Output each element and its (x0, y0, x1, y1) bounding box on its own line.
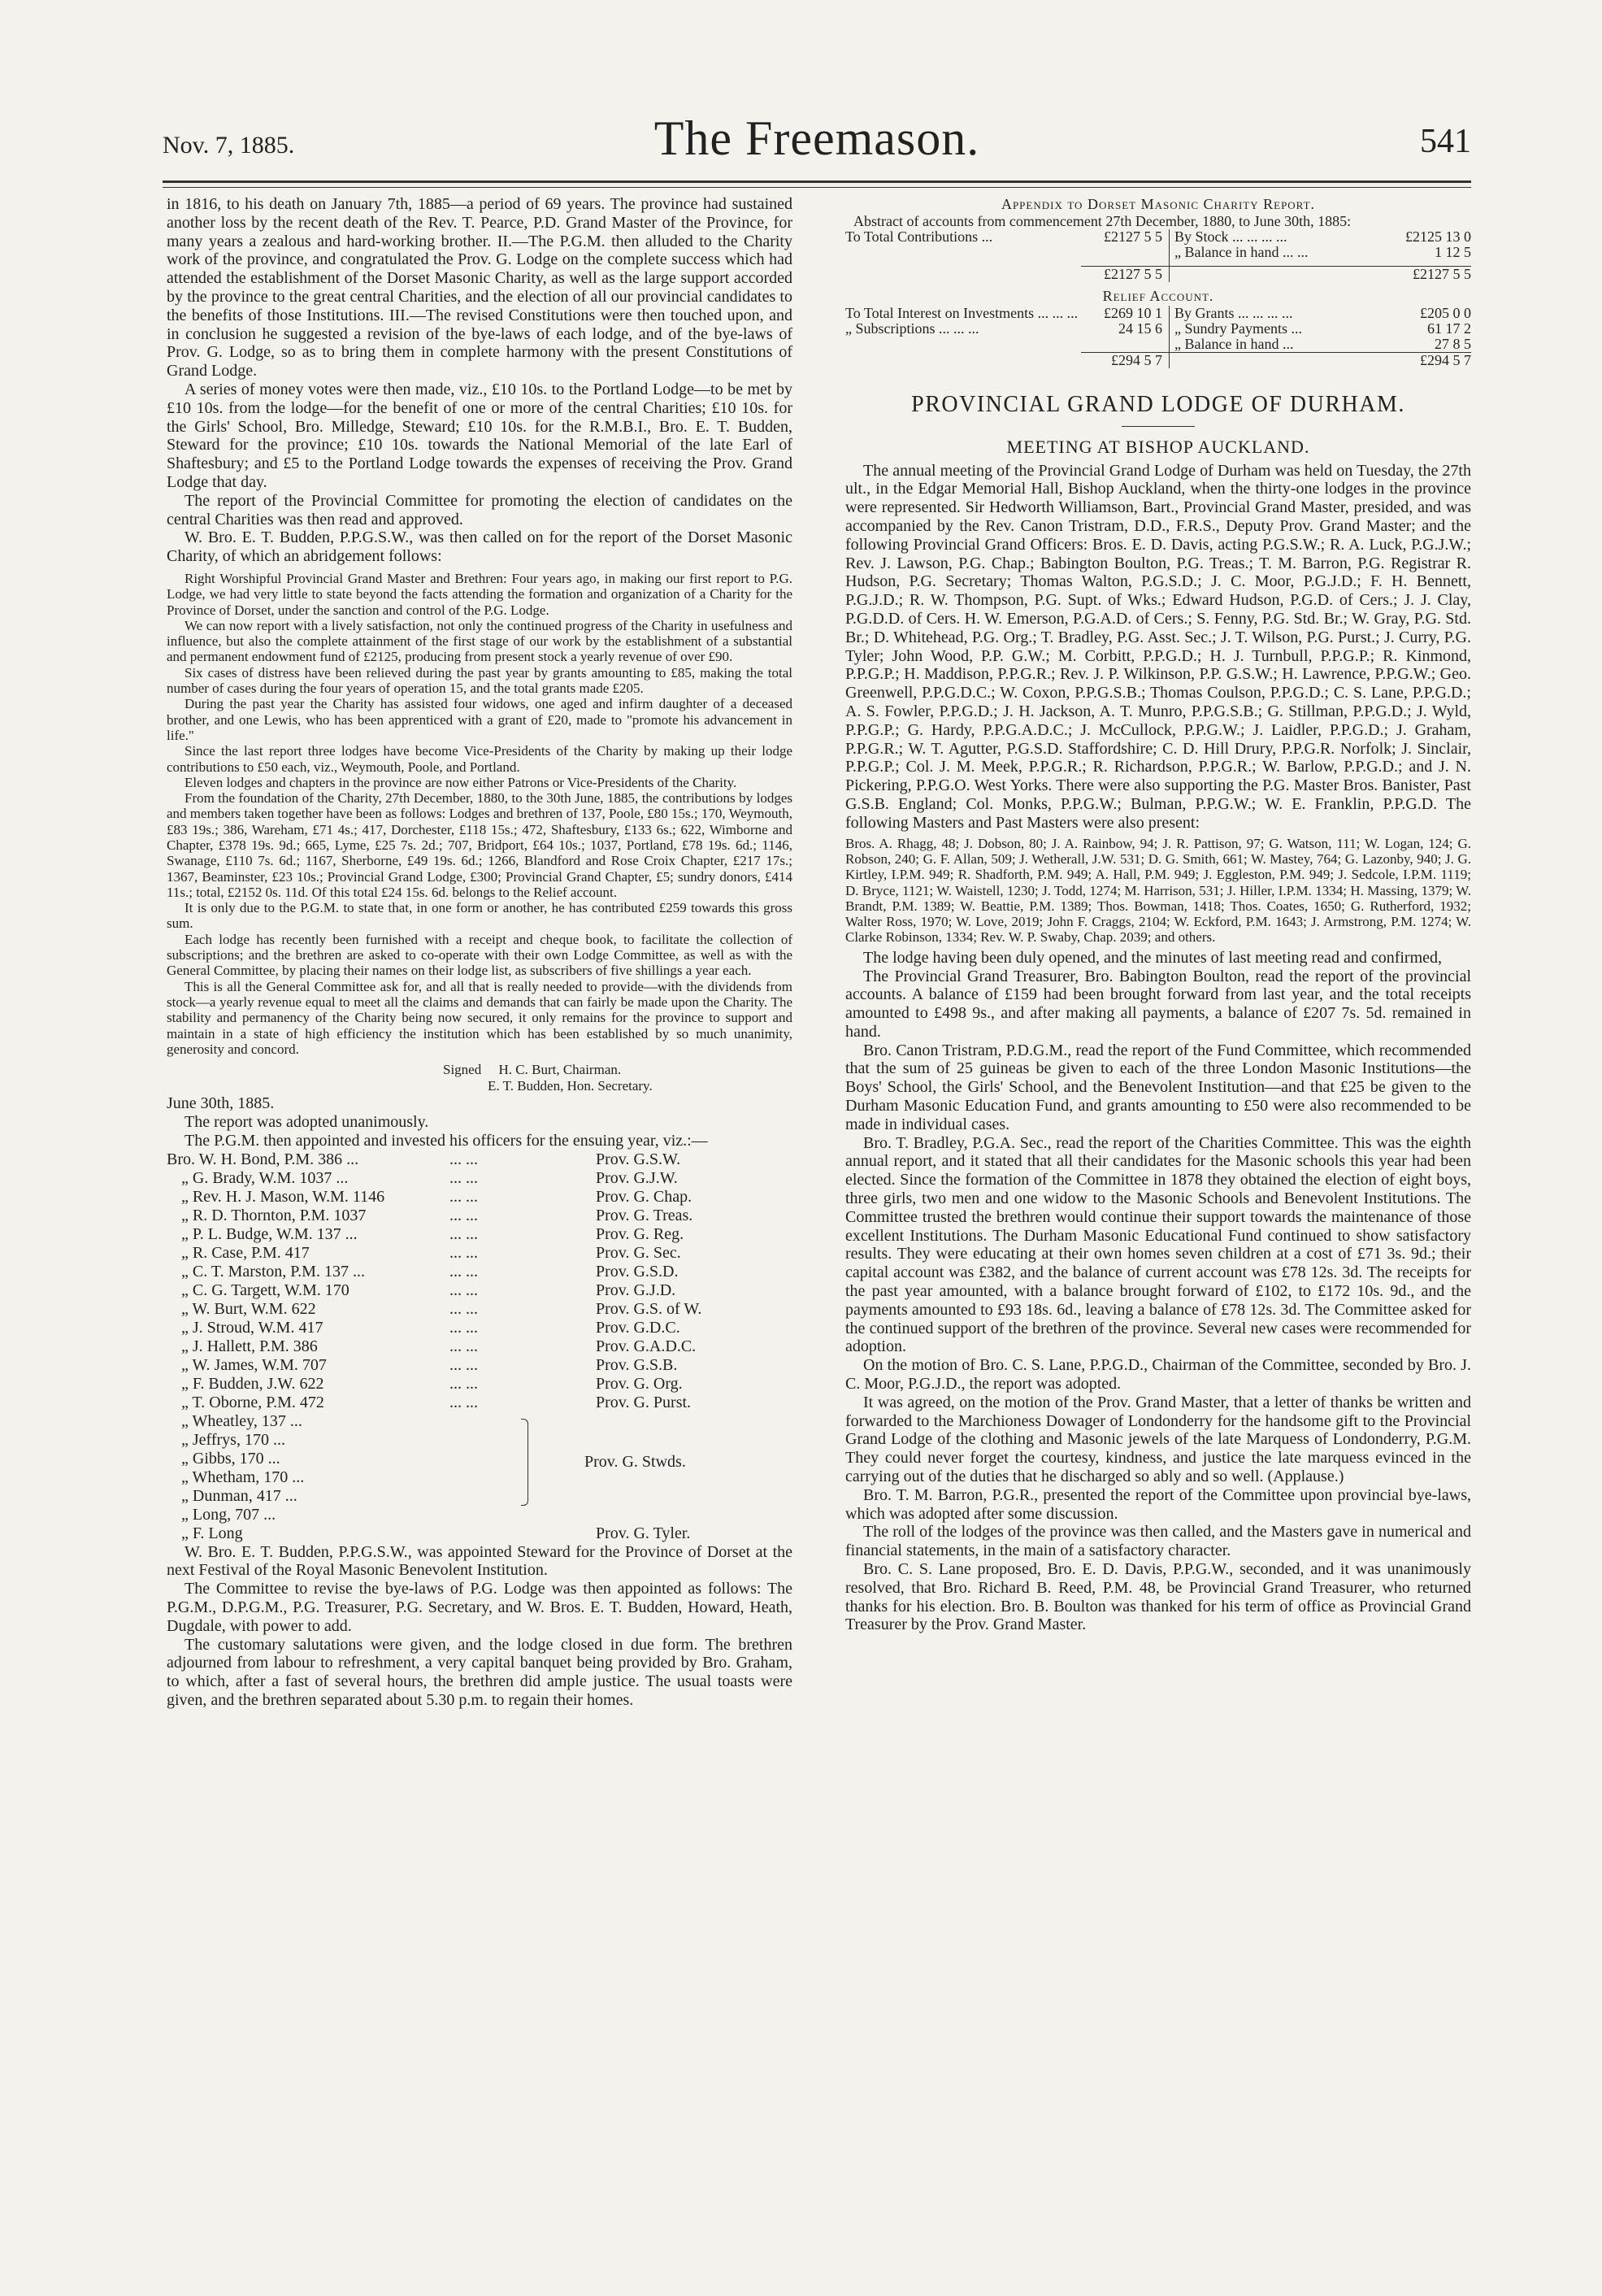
table-row: „ Subscriptions ... ... ... 24 15 6 „ Sundry Payments ... 61 17 2 (845, 320, 1471, 337)
heading-rule (1122, 426, 1195, 427)
paragraph: The P.G.M. then appointed and invested his officers for the ensuing year, viz.:— (185, 1131, 708, 1150)
paragraph: A series of money votes were then made, viz., £10 10s. to the Portland Lodge—to be met by £10 10s. from the lodge—for the benefit of one or more of the central Charities; £10 10s. for the Girls' School, Bro. Milledge, Steward; £10 10s. for the R.M.B.I., Bro. E. T. Budden, Steward for the province; £10 10s. towards the National Memorial of the late Earl of Shaftesbury; and £5 to the Portland Lodge towards the expenses of receiving the Prov. Grand Lodge that day. (167, 380, 792, 491)
table-row: „ W. James, W.M. 707 ... ... Prov. G.S.B. (181, 1355, 678, 1374)
signatory-secretary: E. T. Budden, Hon. Secretary. (488, 1078, 653, 1094)
report-paragraph: We can now report with a lively satisfaction, not only the continued progress of the Charity in usefulness and influence, but also the complete attainment of the first stage of our work by the establishment of a substantial and permanent endowment fund of £2125, producing from present stock a yearly revenue of over £90. (167, 617, 792, 665)
table-row: „ G. Brady, W.M. 1037 ... ... ... Prov. G.J.W. (181, 1168, 678, 1187)
table-row: „ T. Oborne, P.M. 472 ... ... Prov. G. Purst. (181, 1393, 692, 1411)
right-column (845, 195, 1471, 1634)
steward-row: „ Long, 707 ... (181, 1505, 276, 1524)
paragraph: On the motion of Bro. C. S. Lane, P.P.G.D., Chairman of the Committee, seconded by Bro. J. C. Moor, P.G.J.D., the report was adopted. (845, 1356, 1471, 1394)
table-row: „ F. Long Prov. G. Tyler. (181, 1524, 691, 1542)
table-row: „ Rev. H. J. Mason, W.M. 1146 ... ... Prov. G. Chap. (181, 1187, 692, 1206)
table-row: „ C. T. Marston, P.M. 137 ... ... ... Prov. G.S.D. (181, 1262, 679, 1281)
table-row: „ C. G. Targett, W.M. 170 ... ... Prov. G.J.D. (181, 1281, 676, 1299)
report-paragraph: Each lodge has recently been furnished with a receipt and cheque book, to facilitate the collection of subscriptions; and the brethren are asked to co-operate with their own Lodge Committee, as well as with the General Committee, by placing their names on their lodge list, as subscribers of five shillings a year each. (167, 931, 792, 979)
paragraph: It was agreed, on the motion of the Prov. Grand Master, that a letter of thanks be written and forwarded to the Marchioness Dowager of Londonderry for the handsome gift to the Provincial Grand Lodge of the clothing and Masonic jewels of the late Marquess of Londonderry, P.G.M. They could never forget the courtesy, kindness, and justice the late marquess evinced in the carrying out of the duties that he discharged so ably and so well. (Applause.) (845, 1393, 1471, 1486)
header-rule (163, 180, 1471, 183)
total-row: £2127 5 5 £2127 5 5 (845, 267, 1471, 283)
paragraph: Bro. Canon Tristram, P.D.G.M., read the report of the Fund Committee, which recommended that the sum of 25 guineas be given to each of the three London Masonic Institutions—the Boys' School, the Girls' School, and the Benevolent Institution—and that £25 be given to the Durham Masonic Education Fund, and grants amounting to £50 were also recommended to be made in individual cases. (845, 1041, 1471, 1133)
table-row: „ Balance in hand ... ... 1 12 5 (845, 245, 1471, 260)
table-row: „ J. Hallett, P.M. 386 ... ... Prov. G.A.D.C. (181, 1337, 697, 1355)
signed-label: Signed (443, 1062, 482, 1078)
paragraph: The roll of the lodges of the province was then called, and the Masters gave in numerical and financial statements, in the main of a satisfactory character. (845, 1523, 1471, 1560)
report-paragraph: During the past year the Charity has assisted four widows, one aged and infirm daughter of a deceased brother, and one Lewis, who has been apprenticed with a grant of £20, made to "promote his advancement in life." (167, 696, 792, 743)
masthead-title: The Freemason. (653, 111, 980, 165)
paragraph: Bro. T. M. Barron, P.G.R., presented the report of the Committee upon provincial bye-laws, which was adopted after some discussion. (845, 1485, 1471, 1523)
table-row: „ F. Budden, J.W. 622 ... ... Prov. G. Org. (181, 1374, 683, 1393)
report-paragraph: This is all the General Committee ask for, and all that is really needed to provide—with the dividends from stock—a yearly revenue equal to meet all the claims and demands that can fairly be made upon the Charity. The stability and permanency of the Charity being now secured, it only remains for the province to support and maintain in a state of high efficiency the institution which has been established by so much unanimity, generosity and concord. (167, 978, 792, 1057)
issue-date: Nov. 7, 1885. (163, 132, 295, 159)
paragraph: The annual meeting of the Provincial Grand Lodge of Durham was held on Tuesday, the 27th ult., in the Edgar Memorial Hall, Bishop Auckland, when the thirty-one lodges in the province were represented. Sir Hedworth Williamson, Bart., Provincial Grand Master, presided, and was accompanied by the Rev. Canon Tristram, D.D., F.R.S., Deputy Prov. Grand Master; and the following Provincial Grand Officers: Bros. E. D. Davis, acting P.G.S.W.; R. A. Luck, P.G.J.W.; Rev. J. Lawson, P.G. Chap.; Babington Boulton, P.G. Treas.; T. M. Barron, P.G. Registrar R. Hudson, P.G. Secretary; Thomas Walton, P.G.S.D.; J. C. Moor, P.G.J.D.; F. H. Bennett, P.G.J.D.; R. W. Thompson, P.G. Supt. of Wks.; Edward Hudson, P.G.D. of Cers.; J. J. Clay, P.G.D.D. of Cers. H. W. Emerson, P.G.A.D. of Cers.; S. Fenny, P.G. Std. Br.; W. Gray, P.G. Std. Br.; D. Whitehead, P.G. Org.; T. Bradley, P.G. Asst. Sec.; J. T. Wilson, P.G. Purst.; J. Curry, P.G. Tyler; John Wood, P.P. G.W.; M. Corbitt, P.P.G.D.; H. J. Turnbull, P.P.G.P.; R. Kinmond, P.P.G.P.; H. Maddison, P.P.G.R.; Rev. J. P. Wilkinson, P.P. G.S.W.; H. Lawrence, P.P.G.W.; Geo. Greenwell, P.P.G.D.C.; W. Coxon, P.P.G.S.B.; Thomas Coulson, P.P.G.D.; C. S. Lane, P.P.G.D.; A. S. Fowler, P.P.G.D.; J. H. Jackson, A. T. Munro, P.P.G.S.B.; G. Stillman, P.P.G.D.; J. Wyld, P.P.G.P.; G. Hardy, P.P.G.A.D.C.; J. McCullock, P.P.G.W.; J. Laidler, P.P.G.D.; J. Graham, P.P.G.R.; W. T. Agutter, P.G.S.D. Staffordshire; C. D. Hill Drury, P.P.G.R. Norfolk; J. Sinclair, P.P.G.P.; Col. J. M. Meek, P.P.G.R.; R. Richardson, P.P.G.R.; W. Barlow, P.P.G.D.; and J. N. Pickering, P.P.G.O. West Yorks. There were also supporting the P.G. Master Bros. Banister, Past G.S.B. England; Col. Monks, P.P.G.W.; Bulman, P.P.G.W.; W. E. Franklin, P.P.G.D. The following Masters and Past Masters were also present: (845, 461, 1471, 832)
brace-bracket (521, 1419, 528, 1506)
signatory-chairman: H. C. Burt, Chairman. (498, 1062, 622, 1078)
steward-row: „ Dunman, 417 ... (181, 1486, 297, 1505)
report-paragraph: Right Worshipful Provincial Grand Master and Brethren: Four years ago, in making our first report to P.G. Lodge, we had very little to state beyond the facts attending the formation and organization of a Charity for the Province of Dorset, under the sanction and control of the P.G. Lodge. (167, 570, 792, 618)
paragraph: The Committee to revise the bye-laws of P.G. Lodge was then appointed as follows: The P.G.M., D.P.G.M., P.G. Treasurer, P.G. Secretary, and W. Bros. E. T. Budden, Howard, Heath, Dugdale, with power to add. (167, 1580, 792, 1635)
stewards-group (167, 1412, 792, 1524)
table-row: „ R. Case, P.M. 417 ... ... Prov. G. Sec. (181, 1243, 681, 1262)
paragraph: in 1816, to his death on January 7th, 1885—a period of 69 years. The province had sustained another loss by the recent death of the Rev. T. Pearce, P.D. Grand Master of the Province, for many years a zealous and hard-working brother. II.—The P.G.M. then alluded to the Charity work of the province, and congratulated the Prov. G. Lodge on the complete success which had attended the establishment of the Dorset Masonic Charity, as well as the large support accorded by the province to the great central Charities, and the election of all our provincial candidates to the benefits of those Institutions. III.—The revised Constitutions were then touched upon, and in conclusion he suggested a revision of the bye-laws of each lodge, and of the bye-laws of Prov. G. Lodge, so as to bring them in complete harmony with the present Constitutions of Grand Lodge. (167, 195, 792, 380)
paragraph: W. Bro. E. T. Budden, P.P.G.S.W., was then called on for the report of the Dorset Masonic Charity, of which an abridgement follows: (167, 528, 792, 566)
report-paragraph: It is only due to the P.G.M. to state that, in one form or another, he has contributed £259 towards this gross sum. (167, 900, 792, 932)
page-number: 541 (1420, 123, 1471, 160)
stewards-office: Prov. G. Stwds. (584, 1452, 686, 1471)
table-row: „ Balance in hand ... 27 8 5 (845, 337, 1471, 353)
steward-row: „ Jeffrys, 170 ... (181, 1430, 285, 1449)
charity-report (167, 571, 792, 1057)
relief-account-title: Relief Account. (1102, 288, 1214, 305)
report-paragraph: Eleven lodges and chapters in the province are now either Patrons or Vice-Presidents of the Charity. (185, 774, 737, 790)
paragraph: W. Bro. E. T. Budden, P.P.G.S.W., was appointed Steward for the Province of Dorset at the next Festival of the Royal Masonic Benevolent Institution. (167, 1542, 792, 1580)
officers-table (167, 1150, 792, 1412)
paragraph: The Provincial Grand Treasurer, Bro. Babington Boulton, read the report of the provincial accounts. A balance of £159 had been brought forward from last year, and the total receipts amounted to £498 9s., and after making all payments, a balance of £207 7s. 5d. remained in hand. (845, 967, 1471, 1041)
paragraph: The report of the Provincial Committee for promoting the election of candidates on the central Charities was then read and approved. (167, 491, 792, 528)
brethren-list: Bros. A. Rhagg, 48; J. Dobson, 80; J. A. Rainbow, 94; J. R. Pattison, 97; G. Watson, 111; W. Logan, 124; G. Robson, 240; G. F. Allan, 509; J. Wetherall, J.W. 531; D. G. Smith, 661; W. Mastey, 764; G. Lazonby, 940; J. G. Kirtley, I.P.M. 949; R. Shadforth, P.M. 949; A. Hall, P.M. 949; J. Eggleston, P.M. 949; J. Sedcole, I.P.M. 1119; D. Bryce, 1121; W. Waistell, 1230; J. Todd, 1274; M. Harrison, 531; J. Hiller, I.P.M. 1334; H. Massing, 1379; W. Brandt, P.M. 1389; W. Beattie, P.M. 1389; Thos. Bowman, 1418; Thos. Coates, 1650; G. Rutherford, 1932; Walter Ross, 1970; W. Love, 2019; John F. Craggs, 2104; W. Eckford, P.M. 1643; J. Armstrong, P.M. 1274; W. Clarke Robinson, 1334; Rev. W. P. Swaby, Chap. 2039; and others. (845, 835, 1471, 946)
charity-account-table (845, 229, 1471, 283)
table-row: „ R. D. Thornton, P.M. 1037 ... ... Prov. G. Treas. (181, 1206, 693, 1224)
signature-block (167, 1062, 792, 1094)
abstract-line: Abstract of accounts from commencement 27th December, 1880, to June 30th, 1885: (853, 212, 1352, 229)
paragraph: The report was adopted unanimously. (185, 1112, 429, 1131)
report-paragraph: Six cases of distress have been relieved during the past year by grants amounting to £85, making the total number of cases during the four years of operation 15, and the total grants made £205. (167, 664, 792, 697)
report-date: June 30th, 1885. (167, 1094, 275, 1113)
steward-row: „ Gibbs, 170 ... (181, 1449, 280, 1468)
header-rule-thin (163, 187, 1471, 188)
table-row: To Total Interest on Investments ... ... ... £269 10 1 By Grants ... ... ... ... £205 0 0 (845, 305, 1471, 322)
paragraph: The customary salutations were given, and the lodge closed in due form. The brethren adjourned from labour to refreshment, a very capital banquet being provided by Bro. Graham, to which, after a fast of several hours, the brethren did ample justice. The usual toasts were given, and the brethren separated about 5.30 p.m. to regain their homes. (167, 1635, 792, 1709)
paragraph: Bro. C. S. Lane proposed, Bro. E. D. Davis, P.P.G.W., seconded, and it was unanimously resolved, that Bro. Richard B. Reed, P.M. 48, be Provincial Grand Treasurer, who returned thanks for his election. Bro. B. Boulton was thanked for his term of office as Provincial Grand Treasurer by the Prov. Grand Master. (845, 1560, 1471, 1634)
report-paragraph: Since the last report three lodges have become Vice-Presidents of the Charity by making up their lodge contributions to £50 each, viz., Weymouth, Poole, and Portland. (167, 743, 792, 775)
table-row: „ P. L. Budge, W.M. 137 ... ... ... Prov. G. Reg. (181, 1224, 684, 1243)
appendix-title: Appendix to Dorset Masonic Charity Report. (1001, 196, 1316, 212)
table-row: Bro. W. H. Bond, P.M. 386 ... ... ... Prov. G.S.W. (167, 1150, 681, 1168)
tyler-row (167, 1524, 792, 1543)
steward-row: „ Whetham, 170 ... (181, 1468, 305, 1486)
paragraph: The lodge having been duly opened, and the minutes of last meeting read and confirmed, (863, 948, 1443, 967)
table-row: To Total Contributions ... £2127 5 5 By Stock ... ... ... ... £2125 13 0 (845, 228, 1471, 245)
section-subheading: MEETING AT BISHOP AUCKLAND. (1006, 436, 1310, 457)
steward-row: „ Wheatley, 137 ... (181, 1411, 302, 1430)
left-column (167, 195, 792, 1710)
page-header (163, 104, 1471, 179)
table-row: „ W. Burt, W.M. 622 ... ... Prov. G.S. of W. (181, 1299, 702, 1318)
table-row: „ J. Stroud, W.M. 417 ... ... Prov. G.D.C. (181, 1318, 680, 1337)
relief-account-table (845, 306, 1471, 368)
paragraph: Bro. T. Bradley, P.G.A. Sec., read the report of the Charities Committee. This was the eighth annual report, and it stated that all their candidates for the Masonic schools this year had been elected. Since the formation of the Committee in 1878 they obtained the election of eight boys, three girls, two men and one widow to the Masonic Schools and Benevolent Institutions. The Committee trusted the brethren would continue their support towards the maintenance of those excellent Institutions. The Durham Masonic Educational Fund continued to show satisfactory results. They were educating at their own homes seven children at a cost of £71 3s. 9d.; their capital account was £382, and the balance of current account was £78 12s. 3d. The receipts for the past year amounted, with a balance brought forward of £102, to £172 10s. 9d., and the payments amounted to £93 18s. 6d., leaving a balance of £78 12s. 3d. The Committee asked for the continued support of the brethren of the province. Several new cases were recommended for adoption. (845, 1133, 1471, 1356)
section-heading: PROVINCIAL GRAND LODGE OF DURHAM. (911, 392, 1405, 418)
report-paragraph: From the foundation of the Charity, 27th December, 1880, to the 30th June, 1885, the contributions by lodges and members taken together have been as follows: Lodges and brethren of 137, Poole, £80 15s.; 170, Weymouth, £83 19s.; 386, Wareham, £71 4s.; 417, Dorchester, £118 15s.; 472, Shaftesbury, £133 6s.; 622, Wimborne and Chapter, £378 19s. 9d.; 665, Lyme, £25 7s. 2d.; 707, Bridport, £64 10s.; 1037, Portland, £78 19s. 6d.; 1146, Swanage, £110 7s. 6d.; 1167, Sherborne, £49 19s. 6d.; 1266, Blandford and Rose Croix Chapter, £217 17s.; 1367, Beaminster, £23 10s.; Provincial Grand Lodge, £300; Provincial Grand Chapter, £5; sundry donors, £414 11s.; total, £2152 0s. 11d. Of this total £24 15s. 6d. belongs to the Relief account. (167, 790, 792, 900)
total-row: £294 5 7 £294 5 7 (845, 353, 1471, 369)
